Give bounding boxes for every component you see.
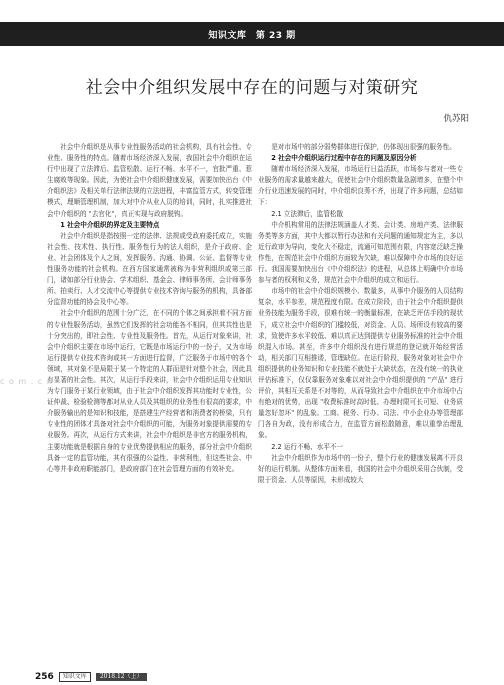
body-paragraph: 社会中介组织是指按照一定的法律、法规或受政府委托成立，实施社会性、技术性、执行性、服务性行为的法人组织，是介于政府、企业、社会团体及个人之间，发挥服务、沟通、协调、公证、监督等专业性服务功能的社会机构。在西方国家通常被称为非营利组织或第三部门，诸如部分行业协会、学术组织、基金会、律师事务所、会计师事务所、拍卖行、人才交流中心等提供专业技术咨询与服务的机构，具备部分监督功能的协会及中心等。 [47, 231, 252, 307]
body-paragraph: 中介机构常用的法律法规涵盖人才类、会计类、房地产类、法律服务类等多方面，其中大都以暂行办法和有关问题的通知规定为主，多以近行政审为导向，变化大不稳定，流通可知范围有限，内容宽泛缺乏操作性，在规范社会中介组织方面较为欠缺，难以保障中介市场的良好运行。我国需要加快出台《中介组织法》的进程，从总体上明确中介市场参与者的权利和义务，规范社会中介组织的成立和运行。 [258, 220, 463, 285]
body-paragraph: 是对市场中的部分弱势群体进行保护，仍体现出很强的服务性。 [271, 143, 456, 151]
body-paragraph: 市场中的社会中介组织规模小、数量多，从事中介服务的人员结构复杂，水平参差，规范程度有限。在成立阶段，由于社会中介组织提供业务技能为服务手段，很难有统一的衡量标准，在缺乏评估手段的现状下，成立社会中介组织的门槛较低，对资金、人员、场所设有较高的要求，致使许多水平较低、难以真正达到提供专业服务标准的社会中介组织混入市场。甚至，许多中介组织没有进行规范的登记就开始经营活动，相关部门互相推诿，管理缺位。在运行阶段，服务对象对社会中介组织提供的业务知识和专业技能不就处于大缺状态，在没有统一的执业评估标准下，仅仅靠服务对象难以对社会中介组织提供的 "产品" 进行评价，其相互关系是不对等的，从而导致社会中介组织在中介市场中占有绝对的优势，出现 "收费标准时高时低、办理时限可长可短、业务质量忽好忽坏" 的乱象。工商、税务、行办、司法、中小企业办等管理部门各自为政，没有形成合力，在监管方面松散随意，难以重拳治理乱象。 [258, 287, 463, 440]
section-heading: 1 社会中介组织的界定及主要特点 [60, 220, 160, 229]
footer-issue-date: 2018.12（上） [96, 673, 147, 681]
body-paragraph: 随着市场经济深入发展，市场运行日益活跃，市场参与者对一些专业服务的需求量越来越大，促使社会中介组织数量急剧增多，在整个中介行业迅速发展的同时，中介组织良莠不齐，出现了许多问题，总结如下： [258, 165, 463, 207]
page-number: 256 [35, 672, 54, 682]
watermark-text: c o m . c n [0, 377, 53, 386]
article-author: 仇苏阳 [443, 114, 469, 124]
right-text-column [258, 142, 463, 670]
body-paragraph: 社会中介组织是从事专业性服务活动的社会机构，具有社会性、专业性、服务性的特点。随着市场经济深入发展，我国社会中介组织在运行中出现了立法滞后、监管松散、运行不畅、水平不一，官批严重、惹生腐败等现象。因此，为使社会中介组织健康发展，需要加快出台《中介组织法》及相关单行法律法规的立法进程，丰富监管方式，转变管理模式，理顺管理机制，加大对中介从业人员的培训，同时，扎实推进社会中介组织的 "去官化"，真正实现与政府脱钩。 [47, 143, 252, 218]
left-text-column [47, 142, 252, 670]
article-title: 社会中介组织发展中存在的问题与对策研究 [85, 78, 419, 98]
journal-header-bar [0, 22, 504, 46]
journal-header-text: 知识文库 第 23 期 [208, 30, 296, 41]
page-footer [35, 672, 147, 682]
section-heading: 2.1 立法滞后，监管松散 [271, 209, 344, 218]
body-paragraph: 社会中介组织的范围十分广泛，在不同的个体之间承担着不同方面的专业性服务活动，虽然它们发挥的社会功能各不相同，但其共性也是十分突出的，即社会性、专业性及服务性。首先，从运行对象来讲，社会中介组织主要在市场中运行，它既是市场运行中的一份子，又为市场运行提供专业技术咨询或其一方面进行监督，广泛服务于市场中的各个领域，其对象不是局限于某一个特定的人群而是针对整个社会，因此具有显著的社会性。其次，从运行手段来讲，社会中介组织运用专业知识为专门服务于某行业领域，由于社会中介组织发挥其功能时专业性，公证仲裁、检验检测等都对从业人员及其组织的业务性有很高的要求，中介服务输出的是知识和技能，是搭建生产经营者和消费者的桥梁，只有专业性的团体才具备对社会中介组织的可能，为服务对象提供需要的专业服务。再次，从运行方式来讲，社会中介组织是非官方的服务机构，主要功能就是根据自身的专业优势提供相应的服务，部分社会中介组织具备一定的监管功能，其有很强的公益性、非营利性，但这些社会、中心等并非政府职能部门，是政府部门在社会管理方面的有效补充。 [47, 309, 252, 473]
footer-journal-name: 知识文库 [59, 672, 91, 682]
body-paragraph: 社会中介组织作为市场中的一份子，整个行业的健康发展离不开良好的运行机制。从整体方面来看，我国的社会中介组织采用合伙制，受限于资金、人员等原因，未形成较大 [258, 453, 463, 484]
section-heading: 2.2 运行不畅、水平不一 [271, 442, 344, 451]
section-heading: 2 社会中介组织运行过程中存在的问题及原因分析 [271, 154, 417, 163]
